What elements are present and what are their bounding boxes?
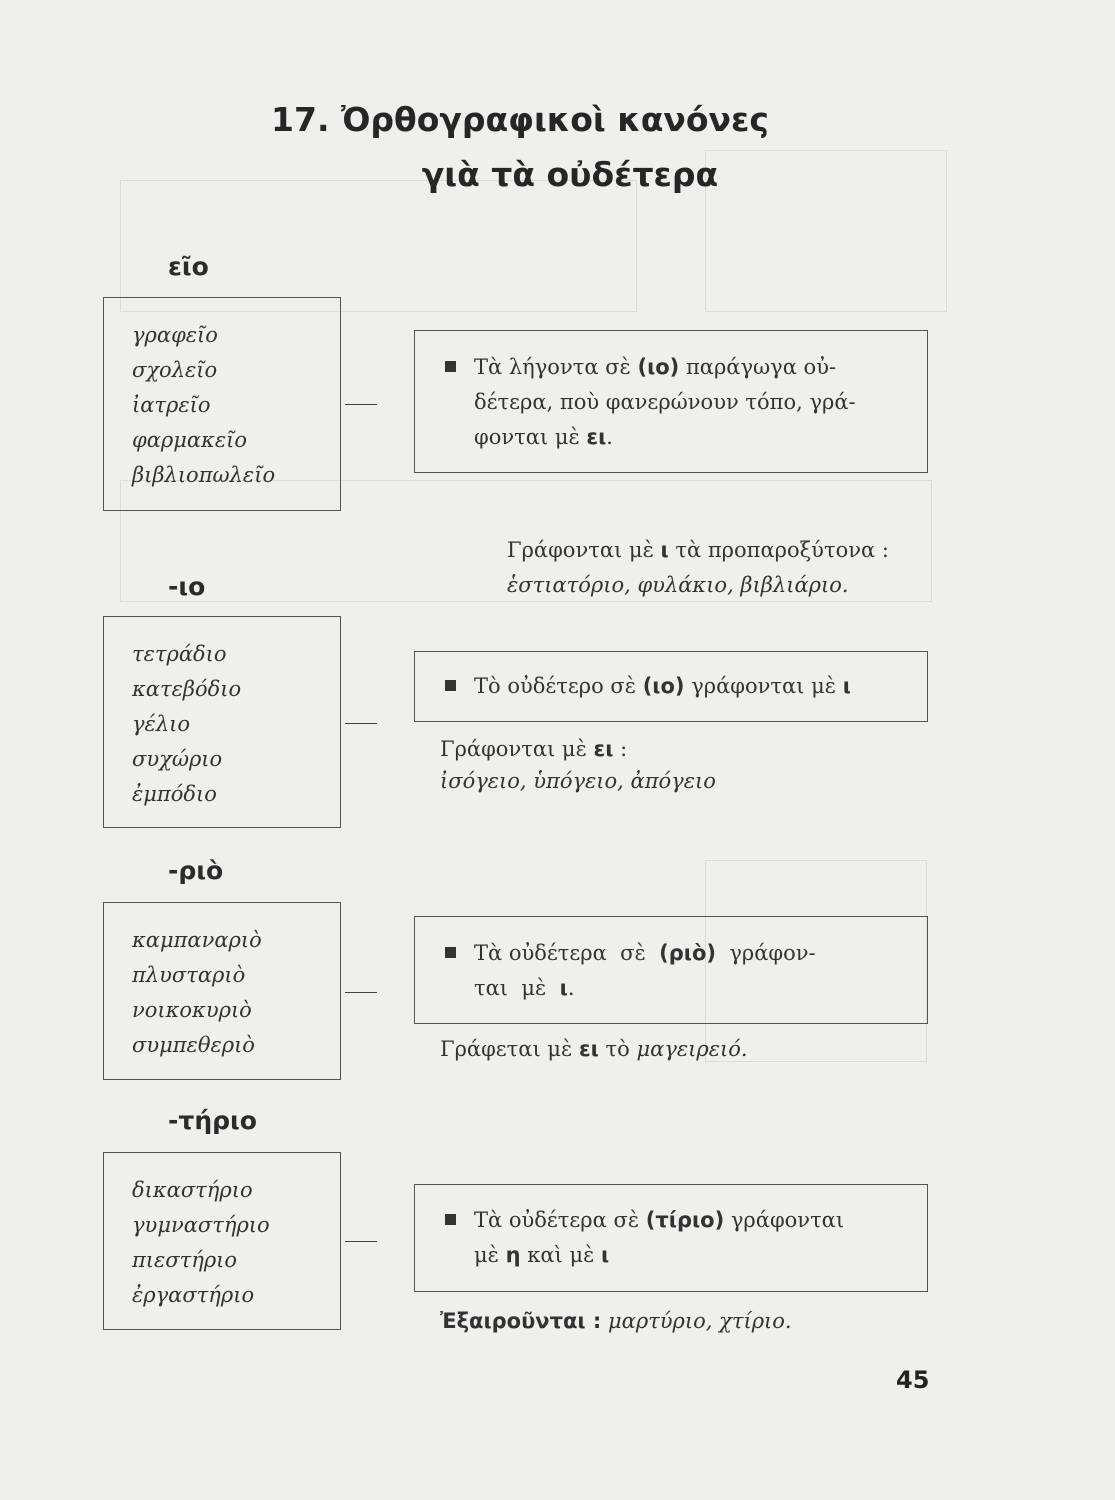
word: γυμναστήριο [132, 1213, 270, 1237]
page-title-line-1: 17. Ὀρθογραφικοὶ κανόνες [271, 100, 769, 139]
note-line: Ἐξαιροῦνται : μαρτύριο, χτίριο. [440, 1309, 792, 1333]
note-examples: ἑστιατόριο, φυλάκιο, βιβλιάριο. [507, 573, 849, 597]
word: πλυσταριὸ [132, 963, 246, 987]
word: κατεβόδιο [132, 677, 242, 701]
word: γέλιο [132, 712, 191, 736]
note-line: Γράφονται μὲ ει : [440, 737, 628, 761]
word: γραφεῖο [132, 323, 218, 347]
word: ἰατρεῖο [132, 393, 211, 417]
word: δικαστήριο [132, 1178, 253, 1202]
word: βιβλιοπωλεῖο [132, 463, 276, 487]
rule-box-tirio [414, 1184, 928, 1292]
word: νοικοκυριὸ [132, 998, 252, 1022]
word: καμπαναριὸ [132, 928, 262, 952]
word: τετράδιο [132, 642, 227, 666]
word-box-eio [103, 297, 341, 511]
rule-line: Τὰ λήγοντα σὲ (ιο) παράγωγα οὐ- [445, 350, 909, 385]
connector-dash [345, 1241, 377, 1242]
section-label-rio: -ριὸ [168, 856, 224, 885]
rule-box-io [414, 651, 928, 722]
word-box-rio [103, 902, 341, 1080]
connector-dash [345, 723, 377, 724]
bullet-square-icon [445, 947, 456, 958]
page-title-line-2: γιὰ τὰ οὐδέτερα [421, 155, 719, 194]
rule-line: Τὰ οὐδέτερα σὲ (ριὸ) γράφον- [445, 936, 909, 971]
rule-line: δέτερα, ποὺ φανερώνουν τόπο, γρά- [474, 390, 856, 414]
rule-line: φονται μὲ ει. [474, 425, 613, 449]
rule-box-eio [414, 330, 928, 473]
bullet-square-icon [445, 1214, 456, 1225]
note-examples: ἰσόγειο, ὑπόγειο, ἀπόγειο [440, 769, 716, 793]
section-label-io: -ιο [168, 572, 206, 601]
page-number: 45 [896, 1366, 930, 1394]
rule-line: Τὸ οὐδέτερο σὲ (ιο) γράφονται μὲ ι [445, 669, 909, 704]
word: πιεστήριο [132, 1248, 238, 1272]
word-box-tirio [103, 1152, 341, 1330]
note-line: Γράφεται μὲ ει τὸ μαγειρειό. [440, 1037, 748, 1061]
word: φαρμακεῖο [132, 428, 247, 452]
note-line: Γράφονται μὲ ι τὰ προπαροξύτονα : [507, 538, 889, 562]
rule-line: μὲ η καὶ μὲ ι [474, 1243, 610, 1267]
section-label-eio: εῖο [168, 252, 209, 281]
word: συμπεθεριὸ [132, 1033, 255, 1057]
word: ἐργαστήριο [132, 1283, 255, 1307]
rule-line: ται μὲ ι. [474, 976, 575, 1000]
word: συχώριο [132, 747, 223, 771]
bullet-square-icon [445, 361, 456, 372]
bullet-square-icon [445, 680, 456, 691]
word-box-io [103, 616, 341, 828]
word: ἐμπόδιο [132, 782, 217, 806]
connector-dash [345, 404, 377, 405]
section-label-tirio: -τήριο [168, 1106, 257, 1135]
bleed-through-box [120, 180, 637, 312]
word: σχολεῖο [132, 358, 218, 382]
rule-box-rio [414, 916, 928, 1024]
connector-dash [345, 992, 377, 993]
rule-line: Τὰ οὐδέτερα σὲ (τίριο) γράφονται [445, 1203, 909, 1238]
